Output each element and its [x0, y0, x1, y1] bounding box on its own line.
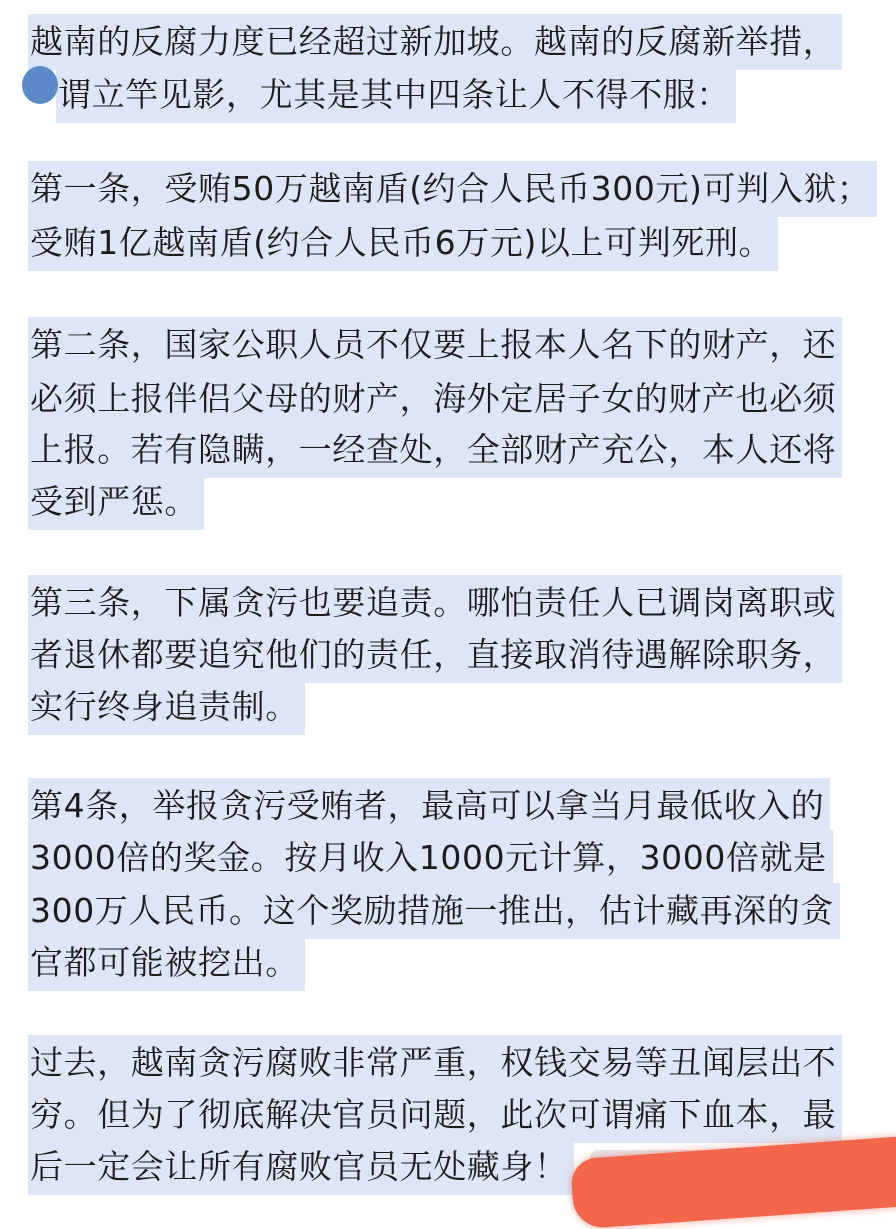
text-line[interactable]: 上报。若有隐瞒，一经查处，全部财产充公，本人还将 — [28, 422, 842, 478]
text-line[interactable]: 必须上报伴侣父母的财产，海外定居子女的财产也必须 — [28, 371, 842, 427]
text-line[interactable]: 官都可能被挖出。 — [28, 935, 305, 991]
text-line[interactable]: 过去，越南贪污腐败非常严重，权钱交易等丑闻层出不 — [28, 1035, 842, 1091]
selection-handle-icon[interactable] — [22, 66, 58, 104]
text-line[interactable]: 者退休都要追究他们的责任，直接取消待遇解除职务， — [28, 627, 842, 683]
text-line[interactable]: 第三条，下属贪污也要追责。哪怕责任人已调岗离职或 — [28, 575, 842, 631]
text-line[interactable]: 第一条，受贿50万越南盾(约合人民币300元)可判入狱； — [28, 161, 877, 217]
text-line[interactable]: 后一定会让所有腐败官员无处藏身！ — [28, 1139, 574, 1195]
text-line[interactable]: 越南的反腐力度已经超过新加坡。越南的反腐新举措， — [28, 14, 842, 70]
text-line[interactable]: 3000倍的奖金。按月收入1000元计算，3000倍就是 — [28, 830, 833, 886]
text-line[interactable]: 第4条，举报贪污受贿者，最高可以拿当月最低收入的 — [28, 778, 830, 834]
text-line[interactable]: 受贿1亿越南盾(约合人民币6万元)以上可判死刑。 — [28, 215, 778, 271]
text-line[interactable]: 穷。但为了彻底解决官员问题，此次可谓痛下血本，最 — [28, 1087, 842, 1143]
text-line[interactable]: 谓立竿见影，尤其是其中四条让人不得不服： — [56, 67, 736, 123]
text-line[interactable]: 300万人民币。这个奖励措施一推出，估计藏再深的贪 — [28, 883, 840, 939]
text-line[interactable]: 受到严惩。 — [28, 474, 204, 530]
text-line[interactable]: 第二条，国家公职人员不仅要上报本人名下的财产，还 — [28, 317, 842, 373]
text-line[interactable]: 实行终身追责制。 — [28, 679, 305, 735]
